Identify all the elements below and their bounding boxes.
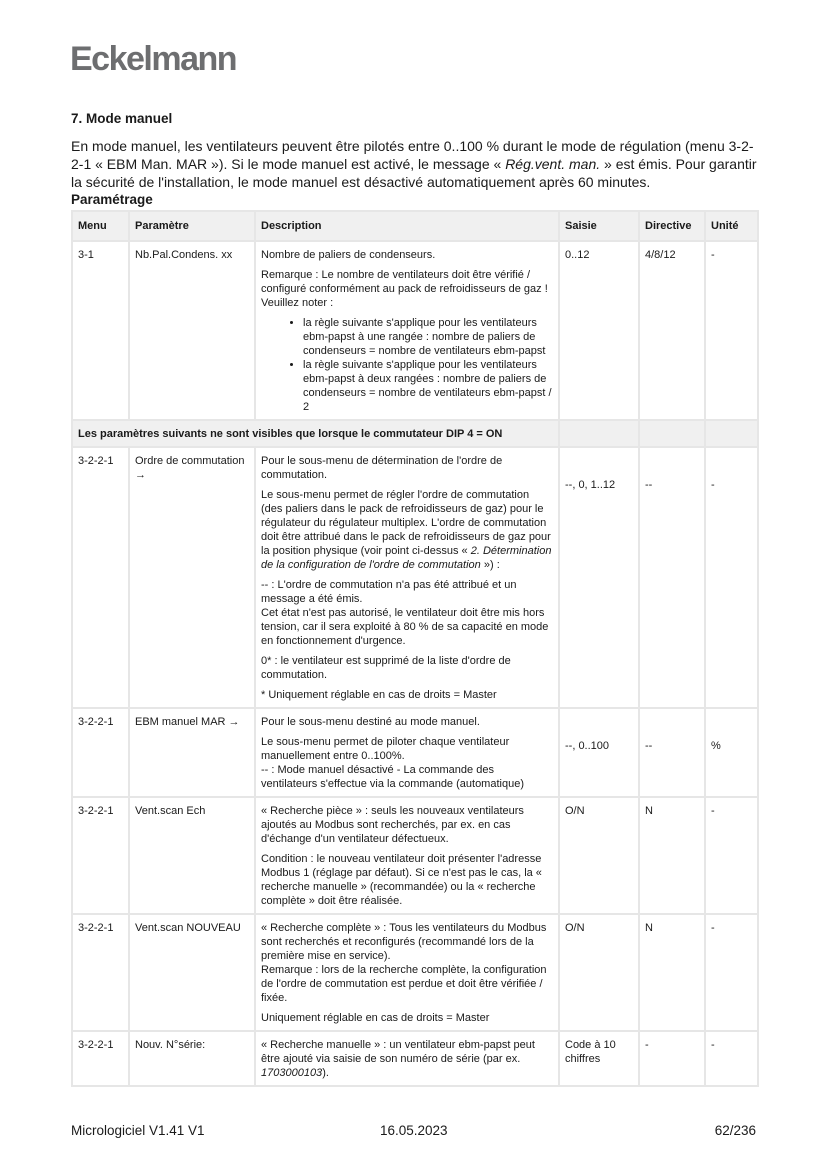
description-paragraph	[261, 921, 553, 1005]
description-paragraph	[261, 578, 553, 648]
italic-text: 2. Détermination de la configuration de l'ordre de commutation	[261, 545, 552, 571]
table-row	[72, 708, 758, 797]
empty-cell	[639, 420, 705, 447]
cell-parametre: Vent.scan Ech	[129, 797, 255, 914]
cell-directive: --	[639, 708, 705, 797]
section-title: 7. Mode manuel	[71, 111, 173, 126]
table-row	[72, 241, 758, 420]
cell-unite: -	[705, 447, 758, 708]
cell-parametre: Nouv. N°série:	[129, 1031, 255, 1086]
description-paragraph	[261, 248, 553, 262]
text-segment: ») :	[480, 559, 500, 571]
text-segment: Le sous-menu permet de piloter chaque ventilateur manuellement entre 0..100%. -- : Mode manuel désactivé - La commande des ventilateurs s'effectue via la commande (automatique)	[261, 736, 524, 790]
description-paragraph	[261, 1038, 553, 1080]
cell-directive: -	[639, 1031, 705, 1086]
cell-unite: -	[705, 1031, 758, 1086]
cell-description	[255, 708, 559, 797]
header-directive: Directive	[639, 211, 705, 241]
text-segment: « Recherche complète » : Tous les ventilateurs du Modbus sont recherchés et reconfigurés (recommandé lors de la première mise en service). Remarque : lors de la recherche complète, la configuration de l'ordre de commutation est perdue et doit être vérifiée / fixée.	[261, 922, 547, 1004]
list-item: • la règle suivante s'applique pour les ventilateurs ebm-papst à deux rangées : nombre de paliers de condenseurs = nombre de ventilateurs ebm-papst / 2	[303, 358, 553, 414]
cell-saisie: --, 0, 1..12	[559, 447, 639, 708]
cell-menu: 3-2-2-1	[72, 708, 129, 797]
cell-menu: 3-2-2-1	[72, 914, 129, 1031]
intro-paragraph	[71, 137, 761, 191]
footer-page-number: 62/236	[714, 1123, 756, 1138]
table-header-row	[72, 211, 758, 241]
cell-parametre: Vent.scan NOUVEAU	[129, 914, 255, 1031]
text-segment: » est émis. Pour garantir la sécurité de l'installation, le mode manuel est désactivé automatiquement après 60 minutes.	[71, 156, 757, 190]
description-list	[283, 316, 553, 414]
text-segment: -- : L'ordre de commutation n'a pas été attribué et un message a été émis. Cet état n'est pas autorisé, le ventilateur doit être mis hors tension, car il sera exploité à 80 % de sa capacité en mode en fonctionnement d'urgence.	[261, 579, 549, 647]
cell-unite: -	[705, 914, 758, 1031]
text-segment: Condition : le nouveau ventilateur doit présenter l'adresse Modbus 1 (réglage par défaut). Si ce n'est pas le cas, la « recherche manuelle » (recommandée) ou la « recherche complète » doit être réalisée.	[261, 853, 542, 907]
cell-description	[255, 447, 559, 708]
cell-parametre: Nb.Pal.Condens. xx	[129, 241, 255, 420]
text-segment: ).	[322, 1067, 329, 1079]
cell-saisie: O/N	[559, 914, 639, 1031]
description-paragraph	[261, 268, 553, 310]
text-segment: Le sous-menu permet de régler l'ordre de commutation (des paliers dans le pack de refroidisseurs de gaz) pour le régulateur du régulateur multiplex. L'ordre de commutation doit être attribué dans le pack de refroidisseurs de gaz pour la position physique (voir point ci-dessus «	[261, 489, 551, 557]
cell-menu: 3-2-2-1	[72, 1031, 129, 1086]
cell-menu: 3-2-2-1	[72, 447, 129, 708]
table-row	[72, 797, 758, 914]
description-paragraph	[261, 735, 553, 791]
text-segment: En mode manuel, les ventilateurs peuvent être pilotés entre 0..100 % durant le mode de régulation (menu 3-2-2-1 « EBM Man. MAR »). Si le mode manuel est activé, le message «	[71, 138, 754, 172]
description-paragraph	[261, 654, 553, 682]
cell-parametre: Ordre de commutation →	[129, 447, 255, 708]
text-segment: Uniquement réglable en cas de droits = Master	[261, 1012, 490, 1024]
header-unite: Unité	[705, 211, 758, 241]
cell-description	[255, 241, 559, 420]
table-row	[72, 447, 758, 708]
cell-description	[255, 797, 559, 914]
text-segment: Pour le sous-menu destiné au mode manuel.	[261, 716, 480, 728]
table-row	[72, 1031, 758, 1086]
description-paragraph	[261, 1011, 553, 1025]
parameter-table	[71, 210, 759, 1087]
subtitle: Paramétrage	[71, 192, 153, 207]
description-paragraph	[261, 715, 553, 729]
cell-saisie: O/N	[559, 797, 639, 914]
text-segment: « Recherche manuelle » : un ventilateur ebm-papst peut être ajouté via saisie de son numéro de série (par ex.	[261, 1039, 535, 1065]
header-menu: Menu	[72, 211, 129, 241]
description-paragraph	[261, 488, 553, 572]
empty-cell	[559, 420, 639, 447]
cell-description	[255, 1031, 559, 1086]
cell-directive: N	[639, 914, 705, 1031]
text-segment: Pour le sous-menu de détermination de l'ordre de commutation.	[261, 455, 503, 481]
cell-directive: 4/8/12	[639, 241, 705, 420]
cell-parametre: EBM manuel MAR →	[129, 708, 255, 797]
cell-description	[255, 914, 559, 1031]
table-row	[72, 914, 758, 1031]
list-item: • la règle suivante s'applique pour les ventilateurs ebm-papst à une rangée : nombre de paliers de condenseurs = nombre de ventilateurs ebm-papst	[303, 316, 553, 358]
text-segment: * Uniquement réglable en cas de droits = Master	[261, 689, 497, 701]
cell-saisie: Code à 10 chiffres	[559, 1031, 639, 1086]
cell-unite: -	[705, 241, 758, 420]
dip-note: Les paramètres suivants ne sont visibles que lorsque le commutateur DIP 4 = ON	[72, 420, 559, 447]
header-saisie: Saisie	[559, 211, 639, 241]
cell-menu: 3-2-2-1	[72, 797, 129, 914]
empty-cell	[705, 420, 758, 447]
cell-directive: --	[639, 447, 705, 708]
italic-text: 1703000103	[261, 1067, 323, 1079]
eckelmann-logo: Eckelmann	[70, 40, 237, 78]
cell-saisie: 0..12	[559, 241, 639, 420]
footer-version: Micrologiciel V1.41 V1	[71, 1123, 205, 1138]
cell-unite: -	[705, 797, 758, 914]
cell-directive: N	[639, 797, 705, 914]
text-segment: Remarque : Le nombre de ventilateurs doit être vérifié / configuré conformément au pack de refroidisseurs de gaz ! Veuillez noter :	[261, 269, 548, 309]
dip-note-row	[72, 420, 758, 447]
cell-unite: %	[705, 708, 758, 797]
header-description: Description	[255, 211, 559, 241]
description-paragraph	[261, 804, 553, 846]
text-segment: Nombre de paliers de condenseurs.	[261, 249, 436, 261]
cell-saisie: --, 0..100	[559, 708, 639, 797]
description-paragraph	[261, 852, 553, 908]
header-parametre: Paramètre	[129, 211, 255, 241]
cell-menu: 3-1	[72, 241, 129, 420]
description-paragraph	[261, 454, 553, 482]
text-segment: « Recherche pièce » : seuls les nouveaux ventilateurs ajoutés au Modbus sont recherchés, par ex. en cas d'échange d'un ventilateur défectueux.	[261, 805, 524, 845]
italic-text: Rég.vent. man.	[505, 156, 601, 172]
footer-date: 16.05.2023	[380, 1123, 448, 1138]
description-paragraph	[261, 688, 553, 702]
text-segment: 0* : le ventilateur est supprimé de la liste d'ordre de commutation.	[261, 655, 511, 681]
